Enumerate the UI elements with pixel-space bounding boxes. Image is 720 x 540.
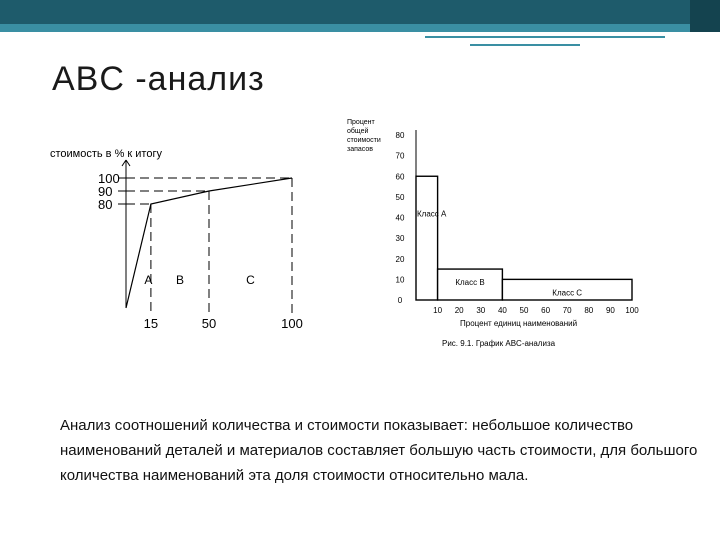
y-tick-label: 100 <box>98 171 120 186</box>
x-tick-label: 70 <box>562 306 572 315</box>
zone-label: B <box>175 273 184 287</box>
header-bar <box>0 0 720 24</box>
y-tick-label: 50 <box>395 192 405 202</box>
x-tick-label: 100 <box>281 316 303 331</box>
y-axis-label-line1: Процент <box>347 119 375 126</box>
y-tick-label: 80 <box>98 197 113 212</box>
y-axis-arrow <box>126 160 130 166</box>
x-tick-label: 50 <box>201 316 217 331</box>
x-tick-label: 10 <box>433 306 443 315</box>
zone-label: A <box>144 273 153 287</box>
x-tick-label: 30 <box>476 306 486 315</box>
y-axis-label-line4: запасов <box>347 146 373 153</box>
figure-caption: Рис. 9.1. График ABC-анализа <box>442 339 556 348</box>
y-axis-label: стоимость в % к итогу <box>50 148 162 160</box>
header-line <box>425 36 665 38</box>
x-tick-label: 100 <box>625 306 639 315</box>
y-tick-label: 80 <box>395 131 405 140</box>
x-tick-label: 60 <box>541 306 551 315</box>
y-tick-label: 90 <box>98 184 113 199</box>
bar-1 <box>416 176 438 300</box>
y-tick-label: 40 <box>395 213 405 223</box>
x-tick-label: 50 <box>519 306 529 315</box>
x-tick-label: 90 <box>605 306 615 315</box>
zone-label: C <box>246 273 255 287</box>
bar-label: Класс C <box>552 288 583 298</box>
x-tick-label: 20 <box>454 306 464 315</box>
slide-caption: Анализ соотношений количества и стоимости показывает: небольшое количество наименований деталей и материалов составляет большую часть стоимости, для большого количества наименований эта доля стоимости относительно мала. <box>60 417 698 484</box>
header-accent <box>690 0 720 32</box>
bar-label: Класс A <box>417 209 447 219</box>
x-tick-label: 80 <box>584 306 594 315</box>
header-line-short <box>470 44 580 46</box>
y-axis-arrow <box>122 160 126 166</box>
header-stripe <box>0 24 720 32</box>
abc-curve-chart <box>40 140 330 340</box>
y-tick-label: 20 <box>395 254 405 264</box>
y-axis-label-line2: общей <box>347 128 369 135</box>
y-tick-label: 70 <box>395 151 405 161</box>
y-tick-label: 60 <box>395 172 405 182</box>
y-tick-label: 0 <box>397 296 403 305</box>
y-axis-label-line3: стоимости <box>347 137 381 144</box>
y-tick-label: 10 <box>395 275 405 285</box>
x-tick-label: 15 <box>143 316 159 331</box>
bar-label: Класс B <box>455 278 485 288</box>
abc-bar-chart <box>342 110 642 360</box>
slide-title: ABC -анализ <box>52 60 265 98</box>
y-tick-label: 30 <box>395 234 405 244</box>
x-tick-label: 40 <box>497 306 507 315</box>
x-axis-label: Процент единиц наименований <box>460 319 578 328</box>
